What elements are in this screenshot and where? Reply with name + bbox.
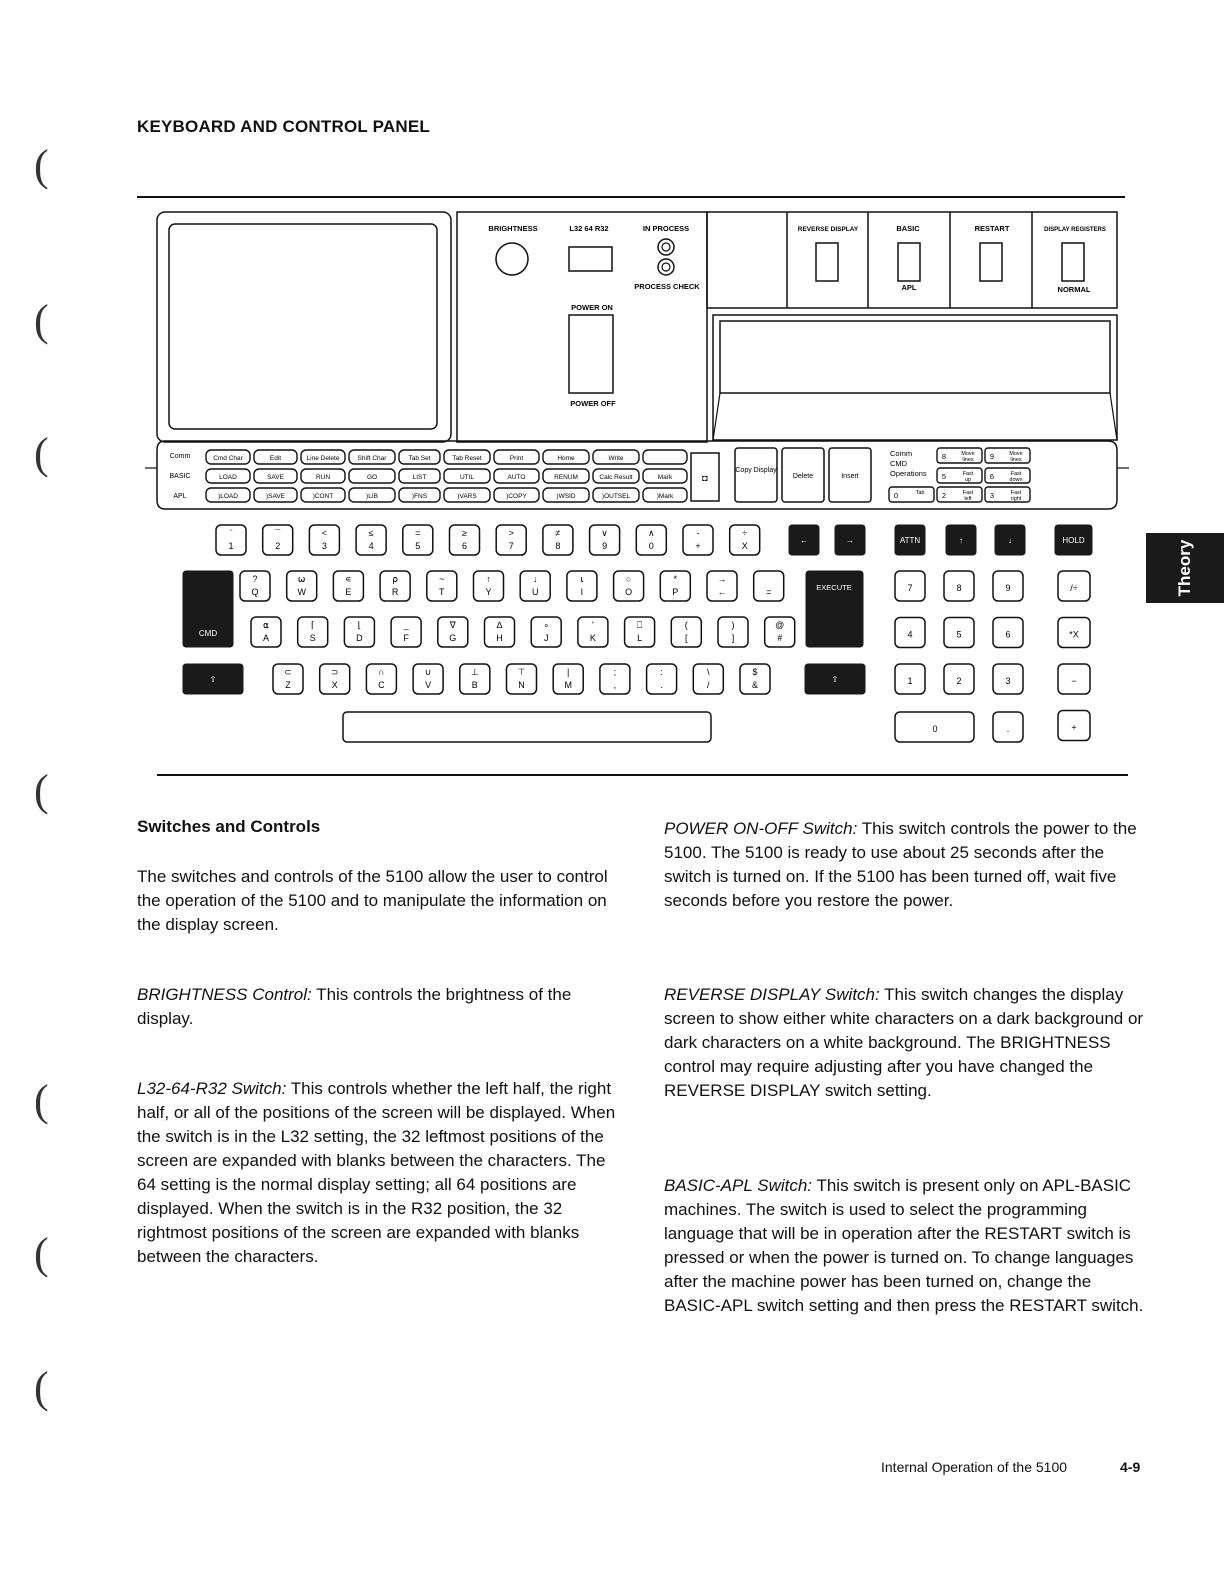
power-text: This switch controls the power to the 5100. The 5100 is ready to use about 25 seconds after the switch is turned on. If the 5100 has been turned off, wait five seconds before you restore the power.	[664, 819, 1137, 910]
key-upper: ∪	[424, 667, 432, 677]
up-arrow-key-label: ↑	[959, 536, 963, 545]
key-lower: 0	[648, 541, 654, 551]
tape-housing	[713, 315, 1117, 440]
power-off-label: POWER OFF	[570, 399, 616, 408]
space-bar[interactable]	[343, 712, 711, 742]
key-upper: >	[508, 528, 514, 538]
key-lower: ,	[613, 680, 617, 690]
strip-key-label: GO	[366, 474, 378, 481]
basic-apl-text: This switch is present only on APL-BASIC machines. The switch is used to select the programming language that will be in operation after the RESTART switch is pressed or when the power is turned on. To change languages after the machine power has been turned on, change the BASIC-APL switch setting and then press the RESTART switch.	[664, 1176, 1144, 1315]
key-lower: 4	[368, 541, 374, 551]
key-lower: +	[695, 541, 701, 551]
key-lower: 3	[321, 541, 327, 551]
numpad-key-label: 3	[1005, 676, 1011, 686]
key-lower: P	[672, 587, 679, 597]
right-shift-key-label: ⇧	[831, 675, 839, 684]
strip-row-label: APL	[173, 493, 187, 500]
key-upper: <	[321, 528, 328, 538]
key-lower: B	[471, 680, 478, 690]
delete-label: Delete	[792, 473, 814, 480]
strip-key-label: )SAVE	[265, 493, 286, 500]
key-upper: ∨	[601, 528, 608, 538]
ops-key-label: down	[1009, 477, 1023, 483]
ops-key-label: Fast	[1010, 471, 1022, 477]
key-upper: ⎕	[636, 620, 643, 630]
ops-key-number: 9	[989, 452, 995, 461]
numpad-key-label: 5	[956, 629, 962, 640]
power-on-label: POWER ON	[571, 303, 613, 312]
key-upper: =	[415, 528, 421, 538]
ops-label: CMD	[890, 459, 908, 468]
key-upper: ⍺	[263, 620, 269, 630]
reverse-term: REVERSE DISPLAY Switch:	[664, 985, 880, 1004]
ops-key-label: Fast	[962, 490, 974, 496]
key-lower: D	[356, 633, 363, 643]
ops-key-label: Fast	[962, 471, 974, 477]
key-upper: ∧	[648, 528, 655, 538]
key-upper: ⍳	[580, 574, 584, 584]
left-arrow-key-label: ←	[800, 536, 808, 545]
brightness-label: BRIGHTNESS	[488, 224, 538, 233]
strip-key-label: )CONT	[312, 493, 334, 500]
numpad-key-label: 9	[1005, 583, 1011, 593]
cmd-key-label: CMD	[198, 629, 218, 638]
op-key-label: +	[1071, 722, 1077, 733]
arrow-key-glyph: ◘	[702, 473, 708, 483]
ops-key-number: 6	[989, 472, 995, 481]
key-upper: ∇	[449, 620, 456, 630]
strip-key-label: AUTO	[507, 474, 526, 481]
strip-key-label: Line Delete	[306, 455, 340, 462]
display-housing	[157, 212, 451, 442]
ops-key-number: 0	[893, 491, 899, 500]
attn-key-label: ATTN	[899, 536, 921, 545]
key-upper: ⍵	[297, 574, 306, 584]
margin-bracket: (	[34, 766, 49, 815]
strip-key-label: Cmd Char	[213, 455, 243, 462]
key-upper: ∆	[496, 620, 503, 630]
key-lower: H	[496, 633, 503, 643]
basic-label: BASIC	[896, 224, 920, 233]
down-arrow-key-label: ↓	[1008, 536, 1012, 545]
key-lower: C	[378, 680, 385, 690]
margin-bracket: (	[34, 296, 49, 345]
basic-apl-paragraph	[664, 1174, 1144, 1318]
l32-switch[interactable]	[569, 247, 612, 271]
in-process-light	[658, 239, 674, 255]
key-upper: ⊃	[330, 667, 339, 677]
ops-key-label: Tab	[915, 490, 925, 496]
key-lower: Z	[285, 680, 291, 690]
strip-key-label: )OUTSEL	[601, 493, 631, 500]
key-lower: I	[580, 587, 584, 597]
display-registers-switch[interactable]	[1062, 243, 1084, 281]
key-upper: ⍴	[392, 574, 398, 584]
key-upper: -	[696, 528, 700, 538]
margin-bracket: (	[34, 141, 49, 190]
key-lower: T	[439, 587, 445, 597]
key-lower: M	[564, 680, 572, 690]
key-upper: ¯	[275, 528, 281, 538]
margin-bracket: (	[34, 1363, 49, 1412]
key-lower: 7	[508, 541, 514, 551]
apl-label: APL	[901, 283, 917, 292]
ops-key-label: Move	[1009, 451, 1023, 457]
key-upper: ≥	[462, 528, 467, 538]
ops-label: Operations	[890, 469, 927, 478]
key-upper: ∊	[345, 574, 352, 584]
l32-text: This controls whether the left half, the right half, or all of the positions of the screen will be displayed. When the switch is in the L32 setting, the 32 leftmost positions of the screen are expanded with blanks between the characters. The 64 setting is the normal display setting; all 64 positions are displayed. When the switch is in the R32 position, the 32 rightmost positions of the screen are expanded with blanks between the characters.	[137, 1079, 616, 1266]
strip-key-label: LOAD	[219, 474, 237, 481]
in-process-label: IN PROCESS	[642, 224, 690, 233]
restart-switch[interactable]	[980, 243, 1002, 281]
key-lower: F	[403, 633, 409, 643]
op-key-label: −	[1071, 676, 1077, 686]
numpad-key-label: .	[1006, 724, 1010, 734]
key-lower: A	[262, 633, 270, 643]
strip-row-label: Comm	[169, 453, 191, 460]
reverse-display-switch[interactable]	[816, 243, 838, 281]
brightness-term: BRIGHTNESS Control:	[137, 985, 312, 1004]
key-upper: ?	[252, 574, 258, 584]
strip-key-label: )COPY	[506, 493, 527, 500]
key-lower: #	[777, 633, 783, 643]
key-upper: ↓	[532, 574, 538, 584]
right-arrow-key-label: →	[846, 536, 854, 545]
strip-key-label: Tab Reset	[452, 455, 482, 462]
strip-key-label: )LIB	[366, 493, 378, 500]
numpad-key-label: 2	[956, 676, 962, 686]
strip-key-label: Edit	[269, 455, 282, 462]
strip-row-label: BASIC	[169, 473, 191, 480]
key-upper: →	[717, 574, 727, 584]
normal-label: NORMAL	[1057, 285, 1091, 294]
key-upper: ⊥	[470, 667, 479, 677]
basic-apl-switch[interactable]	[898, 243, 920, 281]
key-upper: ⊤	[517, 667, 526, 677]
footer-title: Internal Operation of the 5100	[881, 1459, 1068, 1475]
strip-key-label: RENUM	[554, 474, 578, 481]
strip-key[interactable]	[643, 450, 687, 464]
execute-key-label: EXECUTE	[816, 583, 852, 592]
ops-key-label: Fast	[1010, 490, 1022, 496]
display-screen	[169, 224, 437, 429]
key-upper: ○	[625, 574, 632, 584]
l32-paragraph	[137, 1077, 627, 1269]
strip-key-label: )FNS	[411, 493, 428, 500]
key-lower: L	[637, 633, 643, 643]
l32-term: L32-64-R32 Switch:	[137, 1079, 287, 1098]
numpad-key-label: 0	[932, 724, 938, 734]
ops-key-label: left	[964, 496, 972, 502]
section-tab-label: Theory	[1175, 539, 1194, 597]
power-term: POWER ON-OFF Switch:	[664, 819, 858, 838]
l32-label: L32 64 R32	[569, 224, 609, 233]
strip-key-label: Calc Result	[599, 474, 633, 481]
key-lower: S	[309, 633, 316, 643]
key-lower: X	[331, 680, 338, 690]
copy-display-label: Copy Display	[735, 467, 777, 474]
strip-key-label: Home	[557, 455, 575, 462]
key-upper: )	[731, 620, 735, 630]
power-switch[interactable]	[569, 315, 613, 393]
copy-display-key[interactable]	[735, 448, 777, 502]
brightness-knob[interactable]	[496, 243, 528, 275]
key-lower: E	[345, 587, 352, 597]
basic-apl-term: BASIC-APL Switch:	[664, 1176, 813, 1195]
key-lower: 1	[228, 541, 234, 551]
margin-bracket: (	[34, 1076, 49, 1125]
strip-key-label: UTIL	[459, 474, 475, 481]
brightness-text: This controls the brightness of the display.	[137, 985, 572, 1028]
key-upper: ∘	[543, 620, 550, 630]
restart-label: RESTART	[974, 224, 1010, 233]
key-lower: R	[391, 587, 399, 597]
key-lower: G	[449, 633, 457, 643]
margin-bracket: (	[34, 1229, 49, 1278]
key-lower: X	[741, 541, 748, 551]
op-key-label: *X	[1069, 629, 1079, 640]
power-paragraph	[664, 817, 1144, 913]
key-lower: Y	[485, 587, 492, 597]
ops-key-label: lines	[1010, 457, 1022, 463]
key-upper: ÷	[742, 528, 748, 538]
section-title: Switches and Controls	[137, 817, 321, 836]
ops-key-number: 5	[941, 472, 947, 481]
key-upper: ⊂	[284, 667, 292, 677]
key-lower: ←	[717, 587, 727, 597]
strip-key-label: Shift Char	[357, 455, 387, 462]
strip-key-label: Mark	[657, 474, 673, 481]
key-lower: U	[531, 587, 539, 597]
margin-bracket: (	[34, 429, 49, 478]
brightness-paragraph	[137, 983, 627, 1031]
key-lower: 9	[602, 541, 608, 551]
numpad-key-label: 1	[907, 676, 913, 686]
key-upper: ⌈	[310, 620, 315, 630]
key-lower: .	[660, 680, 663, 690]
key-upper: ⌊	[357, 620, 362, 630]
strip-key-label: )Mark	[656, 493, 674, 500]
key-upper: _	[403, 620, 409, 630]
key-lower: 6	[461, 541, 468, 551]
key-lower: V	[425, 680, 432, 690]
left-shift-key-label: ⇧	[209, 675, 217, 684]
key-upper: ↑	[486, 574, 491, 584]
key-upper: ≠	[555, 528, 561, 538]
key-lower: 5	[415, 541, 421, 551]
key-upper: '	[592, 620, 594, 630]
key-upper: ∩	[378, 667, 385, 677]
key-upper: $	[752, 667, 758, 677]
strip-key-label: RUN	[315, 474, 331, 481]
ops-key-number: 3	[989, 491, 995, 500]
key-lower: 8	[555, 541, 561, 551]
ops-key-number: 2	[941, 491, 947, 500]
strip-key-label: Tab Set	[408, 455, 431, 462]
process-check-light	[658, 259, 674, 275]
ops-key-label: lines	[962, 457, 974, 463]
key-upper: ≤	[368, 528, 374, 538]
insert-label: Insert	[841, 473, 859, 480]
key-lower: Q	[251, 587, 259, 597]
numpad-key-label: 8	[956, 583, 962, 593]
hold-key-label: HOLD	[1062, 536, 1085, 545]
key-lower: W	[297, 587, 306, 597]
key-upper: |	[567, 667, 570, 677]
numpad-key-label: 6	[1005, 629, 1011, 640]
ops-label: Comm	[890, 449, 913, 458]
intro-paragraph: The switches and controls of the 5100 allow the user to control the operation of the 5100 and to manipulate the information on the display screen.	[137, 867, 608, 934]
key-upper: *	[673, 574, 678, 584]
key-lower: [	[685, 633, 688, 643]
ops-key-label: Move	[961, 451, 975, 457]
ops-key-label: right	[1010, 496, 1022, 502]
ops-key-label: up	[964, 477, 972, 483]
reverse-display-label: REVERSE DISPLAY	[797, 226, 859, 233]
key-lower: K	[589, 633, 596, 643]
key-upper: :	[660, 667, 663, 677]
key-upper: \	[707, 667, 710, 677]
key-lower: /	[707, 680, 710, 690]
ops-key-number: 8	[941, 452, 947, 461]
key-lower: N	[518, 680, 525, 690]
key-lower: =	[766, 587, 772, 597]
strip-key-label: )VARS	[457, 493, 477, 500]
key-upper: @	[775, 620, 785, 630]
key-lower: &	[751, 680, 759, 690]
key-upper: ;	[613, 667, 617, 677]
op-key-label: /÷	[1070, 583, 1078, 593]
key-upper: ¨	[229, 528, 233, 538]
key-upper: ~	[439, 574, 445, 584]
key-lower: O	[625, 587, 633, 597]
reverse-paragraph	[664, 983, 1144, 1103]
tape-slot	[720, 321, 1110, 393]
strip-key-label: )LOAD	[218, 493, 238, 500]
key-lower: 2	[275, 541, 281, 551]
strip-key-label: LIST	[412, 474, 427, 481]
page-heading: KEYBOARD AND CONTROL PANEL	[137, 117, 430, 136]
key-lower: ]	[731, 633, 735, 643]
reverse-text: This switch changes the display screen to show either white characters on a dark background or dark characters on a white background. The BRIGHTNESS control may require adjusting after you have changed the REVERSE DISPLAY switch setting.	[664, 985, 1144, 1100]
page-number: 4-9	[1120, 1459, 1141, 1475]
process-check-label: PROCESS CHECK	[634, 282, 700, 291]
strip-key-label: SAVE	[267, 474, 284, 481]
display-registers-label: DISPLAY REGISTERS	[1044, 227, 1106, 233]
strip-key-label: Write	[608, 455, 624, 462]
strip-key-label: Print	[509, 455, 524, 462]
key-upper: (	[684, 620, 688, 630]
key-lower: J	[543, 633, 549, 643]
numpad-key-label: 7	[907, 583, 913, 593]
numpad-key-label: 4	[907, 629, 913, 640]
strip-key-label: )WSID	[556, 493, 576, 500]
